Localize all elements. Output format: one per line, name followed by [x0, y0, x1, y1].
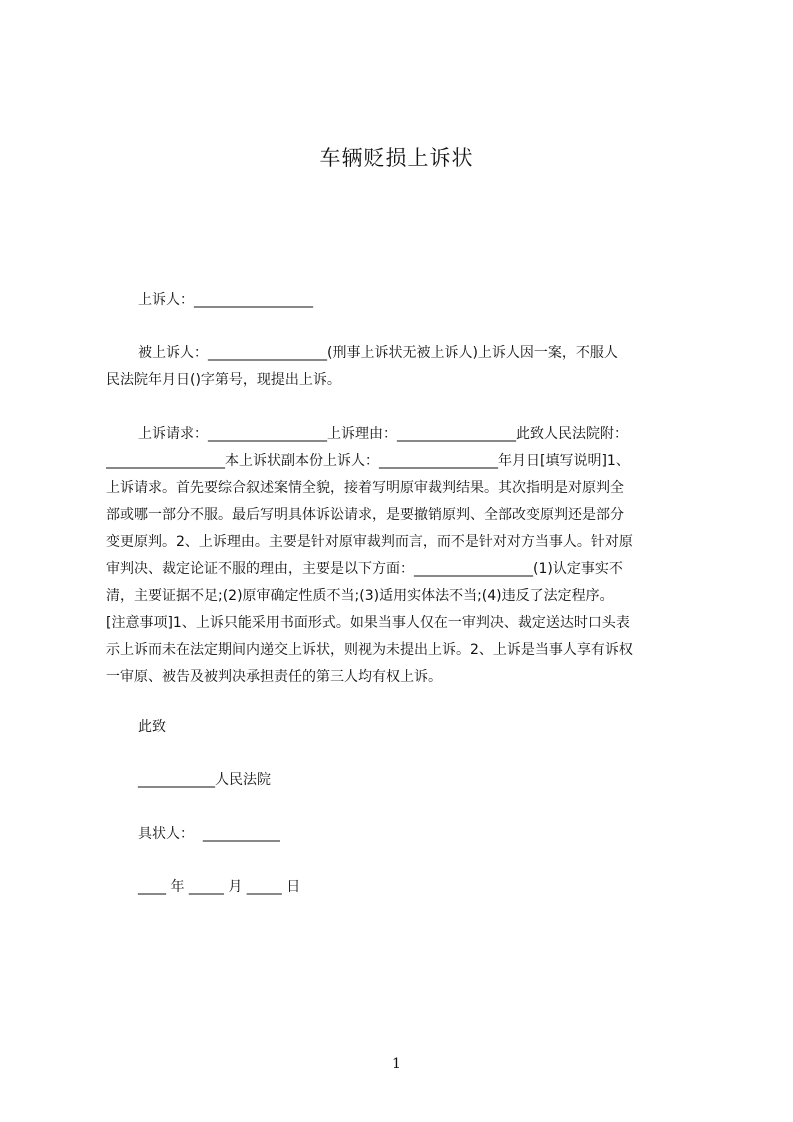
- closing-text: 此致: [138, 719, 166, 735]
- signer-line: [106, 821, 696, 848]
- signer-text: 具状人： ___________: [138, 826, 280, 842]
- body-paragraph: [106, 421, 696, 691]
- respondent-line-1: 被上诉人：_________________(刑事上诉状无被上诉人)上诉人因一案，不服人: [138, 345, 618, 361]
- respondent-paragraph: [106, 340, 696, 394]
- respondent-line-2: 民法院年月日()字第号，现提出上诉。: [106, 372, 341, 388]
- body-line: 上诉请求。首先要综合叙述案情全貌，接着写明原审裁判结果。其次指明是对原判全: [106, 480, 624, 496]
- body-line: 变更原判。2、上诉理由。主要是针对原审裁判而言，而不是针对对方当事人。针对原: [106, 534, 633, 550]
- body-line: 审判决、裁定论证不服的理由，主要是以下方面：_________________(1)认定事实不: [106, 561, 623, 577]
- date-line: [106, 874, 696, 901]
- date-text: ____ 年 _____ 月 _____ 日: [138, 879, 301, 895]
- body-line: 示上诉而未在法定期间内递交上诉状，则视为未提出上诉。2、上诉是当事人享有诉权: [106, 642, 633, 658]
- appellant-text: 上诉人：_________________: [138, 292, 313, 308]
- appellant-line: [106, 287, 696, 314]
- body-line: [注意事项]1、上诉只能采用书面形式。如果当事人仅在一审判决、裁定送达时口头表: [106, 615, 630, 631]
- court-line: [106, 767, 696, 794]
- court-text: ___________人民法院: [138, 772, 271, 788]
- body-line: _________________本上诉状副本份上诉人：_________________年月日[填写说明]1、: [106, 453, 630, 469]
- body-line: 一审原、被告及被判决承担责任的第三人均有权上诉。: [106, 669, 442, 685]
- body-line: 上诉请求：_________________上诉理由：_________________此致人民法院附：: [138, 426, 628, 442]
- body-line: 清，主要证据不足;(2)原审确定性质不当;(3)适用实体法不当;(4)违反了法定程序。: [106, 588, 614, 604]
- closing-line: [106, 714, 696, 741]
- document-title: 车辆贬损上诉状: [319, 146, 474, 170]
- page-number: 1: [392, 1056, 401, 1072]
- body-line: 部或哪一部分不服。最后写明具体诉讼请求，是要撤销原判、全部改变原判还是部分: [106, 507, 624, 523]
